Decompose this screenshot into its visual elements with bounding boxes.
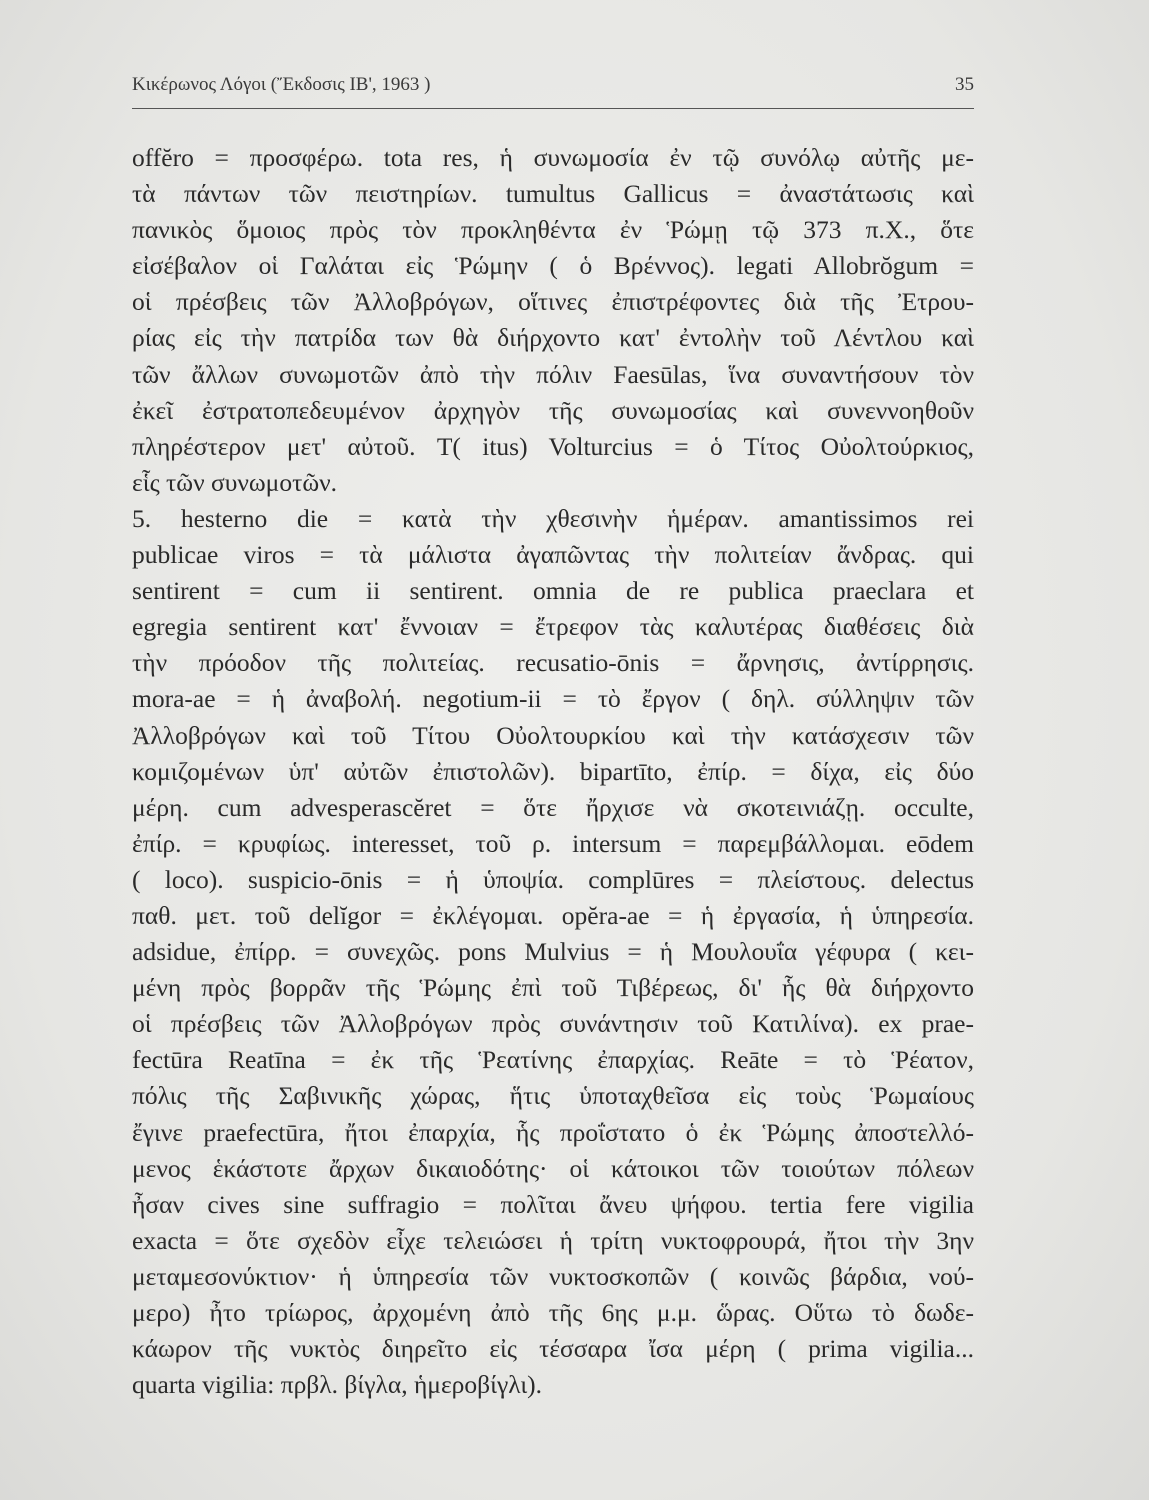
text-line: fectūra Reatīna = ἐκ τῆς Ῥεατίνης ἐπαρχίας. Reāte = τὸ Ῥέατον,: [132, 1045, 974, 1075]
text-line: offĕro = προσφέρω. tota res, ἡ συνωμοσία ἐν τῷ συνόλῳ αὐτῆς με-: [132, 143, 974, 172]
text-line: ἦσαν cives sine suffragio = πολῖται ἄνευ ψήφου. tertia fere vigilia: [132, 1189, 974, 1219]
text-line: οἱ πρέσβεις τῶν Ἀλλοβρόγων πρὸς συνάντησιν τοῦ Κατιλίνα). ex prae-: [132, 1009, 974, 1039]
text-line: Ἀλλοβρόγων καὶ τοῦ Τίτου Οὐολτουρκίου καὶ τὴν κατάσχεσιν τῶν: [132, 720, 974, 750]
text-line: πόλις τῆς Σαβινικῆς χώρας, ἥτις ὑποταχθεῖσα εἰς τοὺς Ῥωμαίους: [132, 1081, 974, 1111]
text-line: sentirent = cum ii sentirent. omnia de re publica praeclara et: [132, 576, 974, 606]
text-line: mora-ae = ἡ ἀναβολή. negotium-ii = τὸ ἔργον ( δηλ. σύλληψιν τῶν: [132, 684, 974, 714]
text-line: κομιζομένων ὑπ' αὐτῶν ἐπιστολῶν). bipartīto, ἐπίρ. = δίχα, εἰς δύο: [132, 756, 974, 786]
text-line: μέρη. cum advesperascĕret = ὅτε ἤρχισε νὰ σκοτεινιάζῃ. occulte,: [132, 792, 974, 822]
page-number: 35: [955, 74, 974, 95]
text-line: πληρέστερον μετ' αὐτοῦ. T( itus) Volturcius = ὁ Τίτος Οὐολτούρκιος,: [132, 431, 974, 461]
text-line: εἷς τῶν συνωμοτῶν.: [132, 467, 338, 497]
text-line: μεταμεσονύκτιον· ἡ ὑπηρεσία τῶν νυκτοσκοπῶν ( κοινῶς βάρδια, νού-: [132, 1261, 974, 1291]
text-line: μένη πρὸς βορρᾶν τῆς Ῥώμης ἐπὶ τοῦ Τιβέρεως, δι' ἧς θὰ διήρχοντο: [132, 973, 974, 1003]
text-line: adsidue, ἐπίρρ. = συνεχῶς. pons Mulvius = ἡ Μουλουΐα γέφυρα ( κει-: [132, 937, 974, 967]
text-line: ἐπίρ. = κρυφίως. interesset, τοῦ ρ. intersum = παρεμβάλλομαι. eōdem: [132, 828, 974, 858]
text-line: τὴν πρόοδον τῆς πολιτείας. recusatio-ōnis = ἄρνησις, ἀντίρρησις.: [132, 648, 974, 678]
commentary-text: [132, 140, 974, 1403]
text-line: publicae viros = τὰ μάλιστα ἀγαπῶντας τὴν πολιτείαν ἄνδρας. qui: [132, 540, 974, 570]
text-line: ἐκεῖ ἐστρατοπεδευμένον ἀρχηγὸν τῆς συνωμοσίας καὶ συνεννοηθοῦν: [132, 395, 974, 425]
text-line: παθ. μετ. τοῦ delĭgor = ἐκλέγομαι. opĕra-ae = ἡ ἐργασία, ἡ ὑπηρεσία.: [132, 900, 974, 930]
text-line: egregia sentirent κατ' ἔννοιαν = ἔτρεφον τὰς καλυτέρας διαθέσεις διὰ: [132, 612, 974, 642]
header-rule: [132, 108, 974, 109]
text-line: exacta = ὅτε σχεδὸν εἶχε τελειώσει ἡ τρίτη νυκτοφρουρά, ἤτοι τὴν 3ην: [132, 1225, 974, 1255]
text-line: πανικὸς ὅμοιος πρὸς τὸν προκληθέντα ἐν Ῥώμῃ τῷ 373 π.Χ., ὅτε: [132, 215, 974, 245]
text-line: τῶν ἄλλων συνωμοτῶν ἀπὸ τὴν πόλιν Faesūlas, ἵνα συναντήσουν τὸν: [132, 359, 974, 389]
text-line: εἰσέβαλον οἱ Γαλάται εἰς Ῥώμην ( ὁ Βρέννος). legati Allobrŏgum =: [132, 251, 974, 281]
text-line: μερο) ἦτο τρίωρος, ἀρχομένη ἀπὸ τῆς 6ης μ.μ. ὥρας. Οὕτω τὸ δωδε-: [132, 1298, 974, 1327]
text-line: κάωρον τῆς νυκτὸς διηρεῖτο εἰς τέσσαρα ἴσα μέρη ( prima vigilia...: [132, 1334, 974, 1364]
text-line: 5. hesterno die = κατὰ τὴν χθεσινὴν ἡμέραν. amantissimos rei: [132, 503, 974, 533]
text-line: quarta vigilia: πρβλ. βίγλα, ἡμεροβίγλι).: [132, 1370, 543, 1400]
text-line: ρίας εἰς τὴν πατρίδα των θὰ διήρχοντο κατ' ἐντολὴν τοῦ Λέντλου καὶ: [132, 323, 974, 353]
page-header: [132, 74, 974, 96]
text-line: ( loco). suspicio-ōnis = ἡ ὑποψία. complūres = πλείστους. delectus: [132, 864, 974, 894]
text-line: ἔγινε praefectūra, ἤτοι ἐπαρχία, ἧς προΐστατο ὁ ἐκ Ῥώμης ἀποστελλό-: [132, 1117, 974, 1147]
running-title: Κικέρωνος Λόγοι (Ἔκδοσις ΙΒ', 1963 ): [132, 74, 431, 95]
text-line: οἱ πρέσβεις τῶν Ἀλλοβρόγων, οἵτινες ἐπιστρέφοντες διὰ τῆς Ἐτρου-: [132, 287, 974, 317]
text-line: μενος ἑκάστοτε ἄρχων δικαιοδότης· οἱ κάτοικοι τῶν τοιούτων πόλεων: [132, 1153, 974, 1183]
text-line: τὰ πάντων τῶν πειστηρίων. tumultus Gallicus = ἀναστάτωσις καὶ: [132, 179, 974, 209]
